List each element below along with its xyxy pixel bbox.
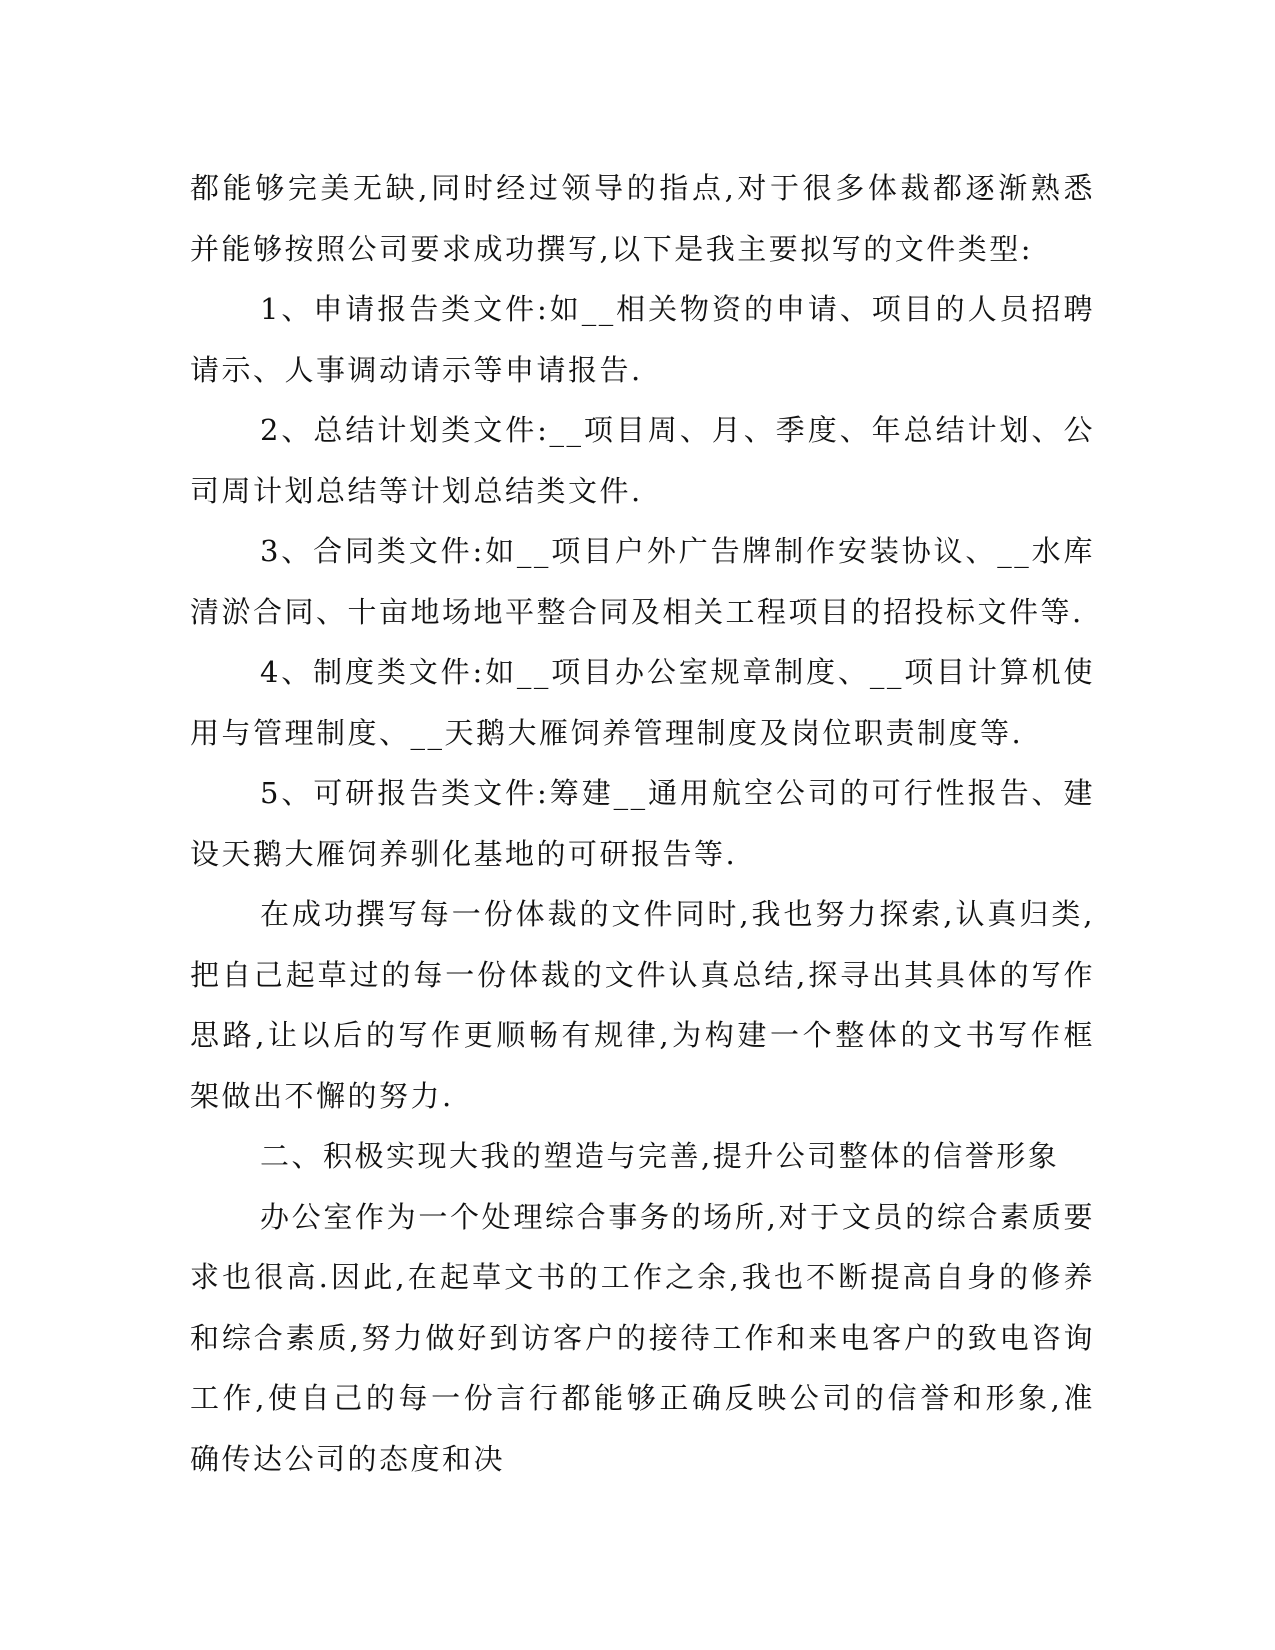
document-body <box>190 158 1095 1489</box>
paragraph-continuation: 都能够完美无缺,同时经过领导的指点,对于很多体裁都逐渐熟悉并能够按照公司要求成功撰写,以下是我主要拟写的文件类型: <box>190 171 1095 266</box>
paragraph-item-2: 2、总结计划类文件:__项目周、月、季度、年总结计划、公司周计划总结等计划总结类文件. <box>190 413 1095 508</box>
paragraph-item-3: 3、合同类文件:如__项目户外广告牌制作安装协议、__水库清淤合同、十亩地场地平整合同及相关工程项目的招投标文件等. <box>190 534 1095 629</box>
paragraph-item-1: 1、申请报告类文件:如__相关物资的申请、项目的人员招聘请示、人事调动请示等申请报告. <box>190 292 1095 387</box>
paragraph-section-body: 办公室作为一个处理综合事务的场所,对于文员的综合素质要求也很高.因此,在起草文书的工作之余,我也不断提高自身的修养和综合素质,努力做好到访客户的接待工作和来电客户的致电咨询工作,使自己的每一份言行都能够正确反映公司的信誉和形象,准确传达公司的态度和决 <box>190 1199 1095 1476</box>
paragraph-item-4: 4、制度类文件:如__项目办公室规章制度、__项目计算机使用与管理制度、__天鹅大雁饲养管理制度及岗位职责制度等. <box>190 655 1095 750</box>
paragraph-item-5: 5、可研报告类文件:筹建__通用航空公司的可行性报告、建设天鹅大雁饲养驯化基地的可研报告等. <box>190 776 1095 871</box>
section-heading: 二、积极实现大我的塑造与完善,提升公司整体的信誉形象 <box>260 1139 1060 1173</box>
paragraph-summary: 在成功撰写每一份体裁的文件同时,我也努力探索,认真归类,把自己起草过的每一份体裁的文件认真总结,探寻出其具体的写作思路,让以后的写作更顺畅有规律,为构建一个整体的文书写作框架做出不懈的努力. <box>190 897 1095 1113</box>
